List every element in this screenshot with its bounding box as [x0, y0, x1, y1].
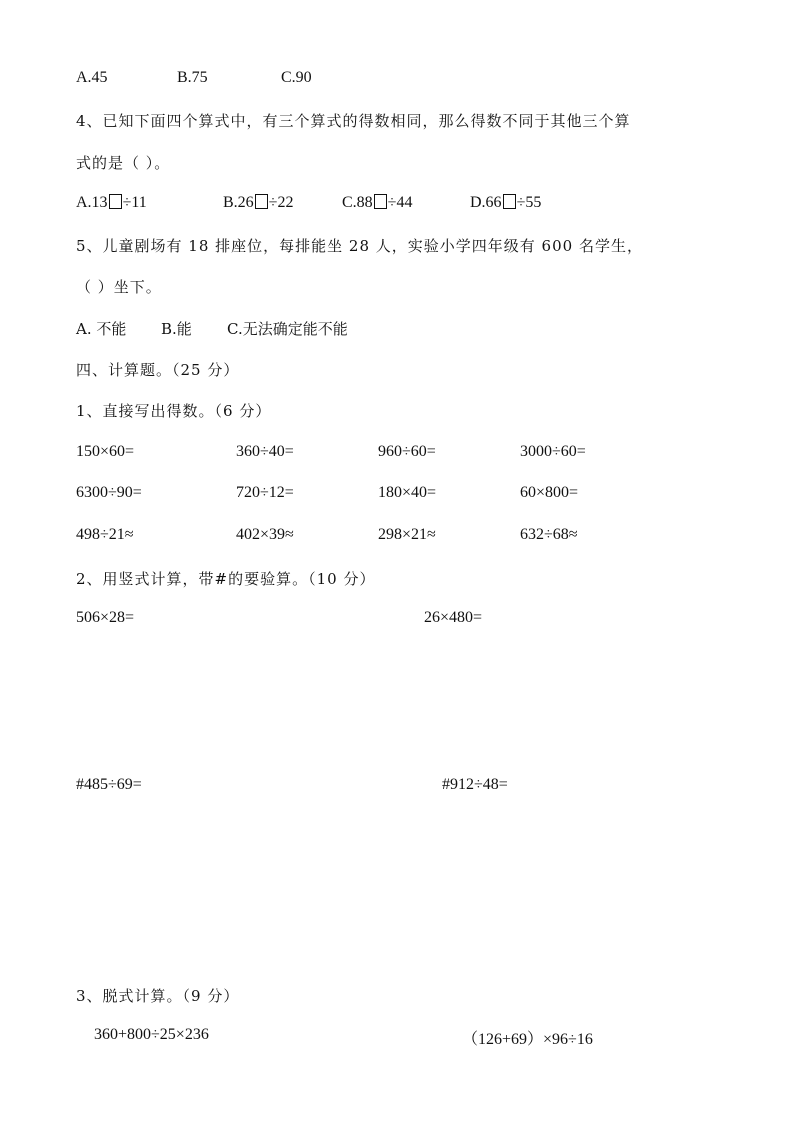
q4-option-b-post: ÷22 — [268, 194, 294, 211]
q4-option-a — [76, 194, 147, 212]
oral-calc-item: 360÷40= — [236, 443, 294, 460]
section-4-title: 四、计算题。（25 分） — [76, 361, 240, 379]
oral-calc-item: 150×60= — [76, 443, 135, 460]
oral-calc-item: 3000÷60= — [520, 443, 586, 460]
oral-calc-item: 498÷21≈ — [76, 526, 134, 543]
oral-calc-item: 298×21≈ — [378, 526, 436, 543]
q5-option-b: B.能 — [161, 320, 192, 338]
oral-calc-item: 180×40= — [378, 484, 437, 501]
blank-box — [109, 194, 122, 209]
q5-question-line1: 5、儿童剧场有 18 排座位，每排能坐 28 人，实验小学四年级有 600 名学生， — [76, 237, 643, 255]
oral-calc-item: 402×39≈ — [236, 526, 294, 543]
q4-option-d-pre: D.66 — [470, 194, 502, 211]
q4-option-b — [223, 194, 293, 212]
blank-box — [374, 194, 387, 209]
blank-box — [503, 194, 516, 209]
q4-option-a-post: ÷11 — [122, 194, 147, 211]
q3-option-a: A.45 — [76, 69, 108, 86]
oral-calc-item: 720÷12= — [236, 484, 294, 501]
q3-option-c: C.90 — [281, 69, 312, 86]
step-calc-item: （126+69）×96÷16 — [462, 1031, 593, 1048]
vertical-calc-item: 26×480= — [424, 609, 483, 626]
q4-option-b-pre: B.26 — [223, 194, 254, 211]
vertical-calc-item: #485÷69= — [76, 776, 142, 793]
q4-option-d — [470, 194, 541, 212]
vertical-calc-item: #912÷48= — [442, 776, 508, 793]
q4-option-d-post: ÷55 — [516, 194, 542, 211]
oral-calc-item: 60×800= — [520, 484, 579, 501]
vertical-calc-item: 506×28= — [76, 609, 135, 626]
q4-option-a-pre: A.13 — [76, 194, 108, 211]
q5-option-c: C.无法确定能不能 — [227, 320, 348, 338]
q5-question-line2: （ ）坐下。 — [76, 278, 162, 296]
part-3-title: 3、脱式计算。（9 分） — [76, 987, 240, 1005]
oral-calc-item: 6300÷90= — [76, 484, 142, 501]
q3-option-b: B.75 — [177, 69, 208, 86]
blank-box — [255, 194, 268, 209]
q4-option-c-post: ÷44 — [387, 194, 413, 211]
q4-option-c — [342, 194, 412, 212]
step-calc-item: 360+800÷25×236 — [94, 1026, 209, 1043]
oral-calc-item: 632÷68≈ — [520, 526, 578, 543]
q4-question-line2: 式的是（ ）。 — [76, 154, 171, 172]
oral-calc-item: 960÷60= — [378, 443, 436, 460]
part-2-title: 2、用竖式计算，带#的要验算。（10 分） — [76, 570, 376, 588]
q4-question-line1: 4、已知下面四个算式中，有三个算式的得数相同，那么得数不同于其他三个算 — [76, 112, 631, 130]
q4-option-c-pre: C.88 — [342, 194, 373, 211]
part-1-title: 1、直接写出得数。（6 分） — [76, 402, 272, 420]
q5-option-a: A. 不能 — [76, 320, 127, 338]
